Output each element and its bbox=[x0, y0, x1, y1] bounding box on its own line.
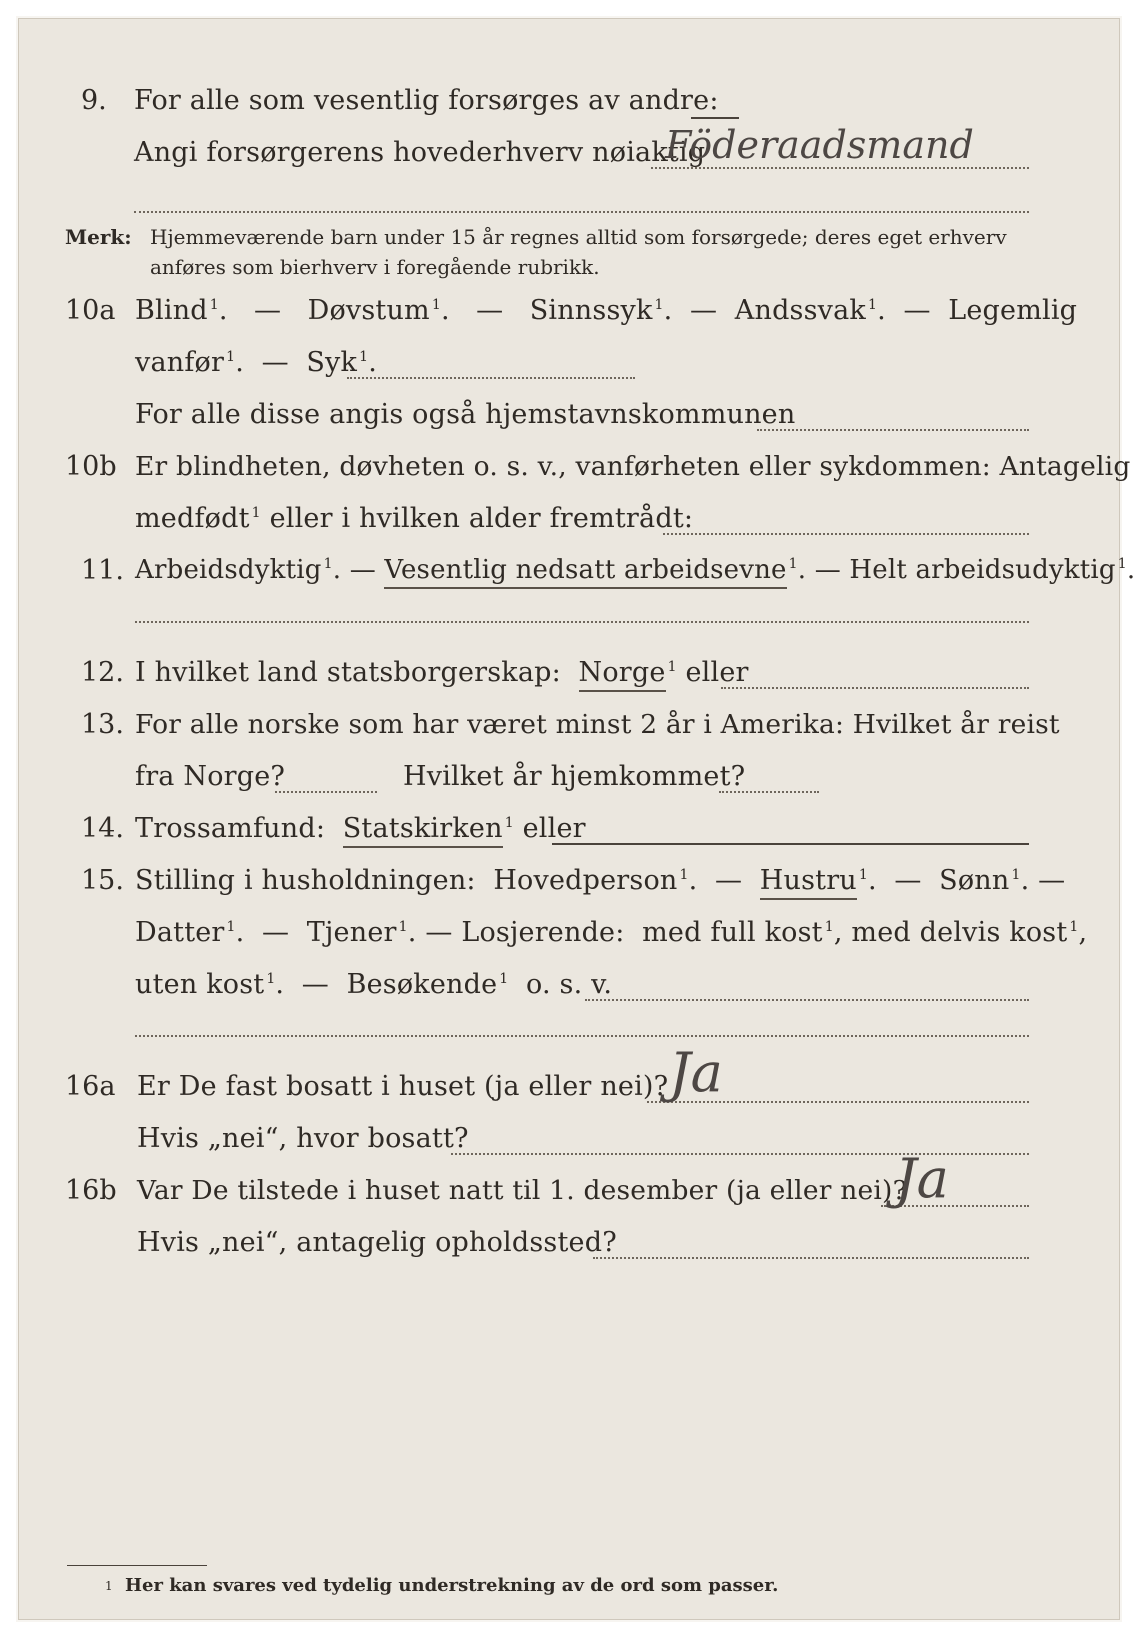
q10a-line3: For alle disse angis også hjemstavnskommunen bbox=[135, 399, 796, 430]
q16a-line2: Hvis „nei“, hvor bosatt? bbox=[137, 1123, 469, 1154]
q10b-line2: medfødt $^1$ eller i hvilken alder fremtrådt: bbox=[135, 503, 694, 534]
q16a-handwritten-answer: Ja bbox=[669, 1041, 723, 1104]
q16a-number: 16a bbox=[65, 1071, 116, 1102]
q14-number: 14. bbox=[81, 813, 124, 844]
q12-underlined-answer: Norge bbox=[579, 657, 666, 692]
q13-line2b: Hvilket år hjemkommet? bbox=[403, 761, 746, 792]
q10a-number: 10a bbox=[65, 295, 116, 326]
q15-underlined-answer: Hustru bbox=[760, 865, 857, 900]
form-page bbox=[18, 18, 1135, 1620]
q10b-blank bbox=[663, 533, 1029, 535]
q15-number: 15. bbox=[81, 865, 124, 896]
q16a-line1: Er De fast bosatt i huset (ja eller nei)? bbox=[137, 1071, 669, 1102]
q10a-line1: Blind $^1$. — Døvstum $^1$. — Sinnssyk $^1$. — Andssvak $^1$. — Legemlig bbox=[135, 295, 1078, 326]
q12-line: I hvilket land statsborgerskap: Norge $^1$ eller bbox=[135, 657, 749, 688]
q13-year-left-blank bbox=[275, 791, 377, 793]
q11-line: Arbeidsdyktig $^1$. — Vesentlig nedsatt arbeidsevne $^1$. — Helt arbeidsudyktig $^1$. bbox=[135, 555, 1135, 585]
q16b-blank bbox=[593, 1257, 1029, 1259]
q11-underlined-answer: Vesentlig nedsatt arbeidsevne bbox=[384, 555, 786, 589]
q16b-line2: Hvis „nei“, antagelig opholdssted? bbox=[137, 1227, 617, 1258]
q13-number: 13. bbox=[81, 709, 124, 740]
q15-blank bbox=[585, 999, 1029, 1001]
merk-label: Merk: bbox=[65, 225, 132, 249]
q9-number: 9. bbox=[81, 85, 107, 116]
footnote-text: Her kan svares ved tydelig understrekning av de ord som passer. bbox=[125, 1575, 779, 1596]
q14-underlined-answer: Statskirken bbox=[343, 813, 503, 848]
q10b-number: 10b bbox=[65, 451, 117, 482]
q13-line1: For alle norske som har været minst 2 år i Amerika: Hvilket år reist bbox=[135, 709, 1060, 740]
q12-number: 12. bbox=[81, 657, 124, 688]
footnote-rule bbox=[67, 1565, 207, 1566]
q9-handwritten-answer: Föderaadsmand bbox=[665, 123, 974, 167]
q15-line2: Datter $^1$. — Tjener $^1$. — Losjerende: med full kost $^1$, med delvis kost $^1$, bbox=[135, 917, 1088, 948]
q10a-line3-blank bbox=[757, 429, 1029, 431]
q11-number: 11. bbox=[81, 555, 124, 586]
q10b-line1: Er blindheten, døvheten o. s. v., vanførheten eller sykdommen: Antagelig bbox=[135, 451, 1131, 482]
footnote-marker: 1 bbox=[105, 1579, 113, 1593]
merk-line1: Hjemmeværende barn under 15 år regnes alltid som forsørgede; deres eget erhverv bbox=[150, 225, 1007, 249]
q15-extra-line bbox=[135, 1035, 1029, 1037]
q9-line1: For alle som vesentlig forsørges av andre: bbox=[134, 85, 719, 116]
q9-line1-rule bbox=[691, 117, 739, 119]
q9-answer-line bbox=[651, 167, 1029, 169]
merk-line2: anføres som bierhverv i foregående rubrikk. bbox=[150, 255, 600, 279]
q16b-line1: Var De tilstede i huset natt til 1. desember (ja eller nei)? bbox=[137, 1175, 908, 1206]
q9-line2: Angi forsørgerens hovederhverv nøiaktig bbox=[134, 137, 706, 168]
q13-line2a: fra Norge? bbox=[135, 761, 286, 792]
q9-extra-line bbox=[134, 211, 1029, 213]
q16b-number: 16b bbox=[65, 1175, 117, 1206]
q15-line1: Stilling i husholdningen: Hovedperson $^1$. — Hustru $^1$. — Sønn $^1$. — bbox=[135, 865, 1065, 896]
q10a-line2: vanfør $^1$. — Syk $^1$. bbox=[135, 347, 377, 378]
q15-line3: uten kost $^1$. — Besøkende $^1$ o. s. v. bbox=[135, 969, 613, 1000]
q12-blank bbox=[721, 687, 1029, 689]
q10a-line2-blank bbox=[347, 377, 635, 379]
q13-year-returned-blank bbox=[719, 791, 819, 793]
q16b-handwritten-answer: Ja bbox=[895, 1147, 949, 1210]
q14-blank bbox=[552, 843, 1029, 845]
q11-extra-line bbox=[135, 621, 1029, 623]
q14-line: Trossamfund: Statskirken $^1$ eller bbox=[135, 813, 586, 844]
